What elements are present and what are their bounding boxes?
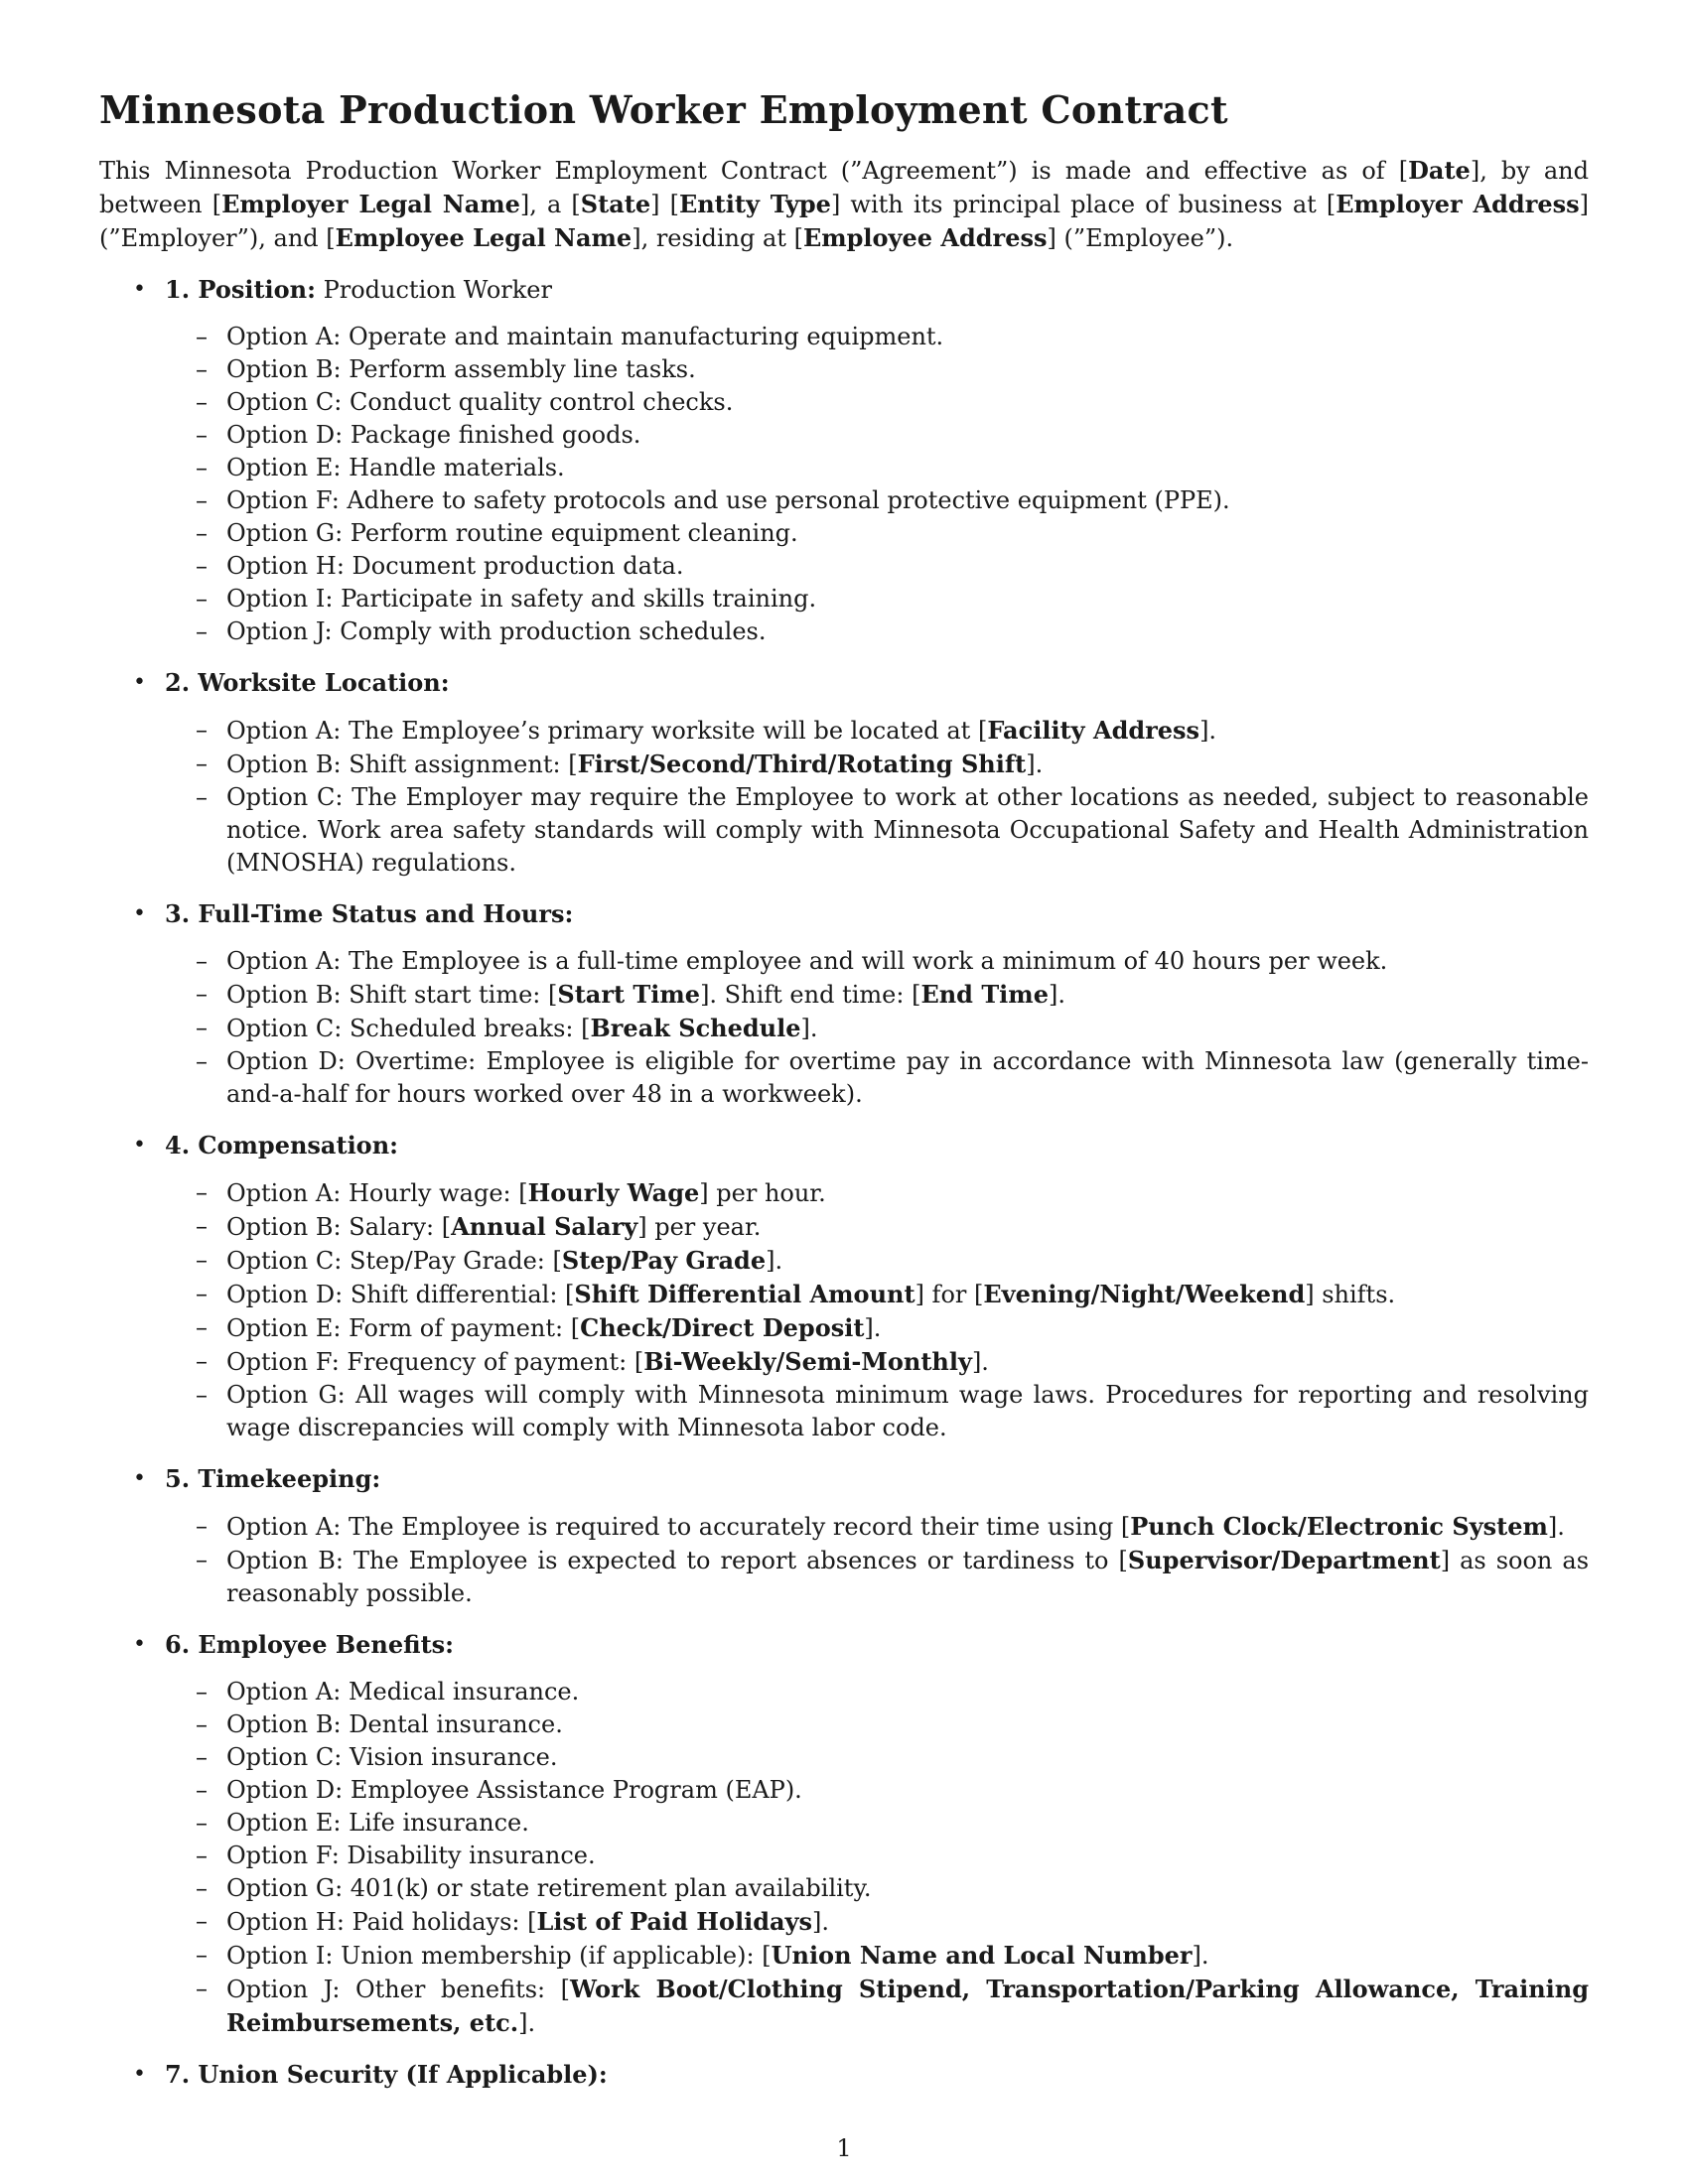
text-run: ] shifts.: [1305, 1281, 1396, 1308]
placeholder-field: Supervisor/Department: [1127, 1546, 1441, 1574]
text-run: ].: [1026, 751, 1044, 778]
text-run: Option B: Shift assignment: [: [226, 751, 578, 778]
text-run: Option B: Perform assembly line tasks.: [226, 355, 696, 383]
intro-paragraph: [99, 154, 1589, 255]
option-item: [165, 583, 1589, 615]
text-run: Option D: Employee Assistance Program (EAP).: [226, 1776, 802, 1804]
option-list: [165, 1676, 1589, 2040]
section-list: [99, 273, 1589, 2092]
text-run: Option B: Shift start time: [: [226, 981, 558, 1009]
placeholder-field: Union Name and Local Number: [771, 1941, 1193, 1970]
text-run: Option I: Participate in safety and skills training.: [226, 585, 817, 613]
text-run: Option J: Comply with production schedules.: [226, 617, 767, 645]
placeholder-field: List of Paid Holidays: [536, 1907, 813, 1936]
text-run: Option A: Hourly wage: [: [226, 1179, 528, 1207]
option-item: [165, 1544, 1589, 1610]
placeholder-field: Check/Direct Deposit: [580, 1313, 865, 1342]
section-heading: 2. Worksite Location:: [165, 668, 450, 697]
option-item: [165, 1741, 1589, 1774]
option-item: [165, 714, 1589, 748]
section-heading: 3. Full-Time Status and Hours:: [165, 899, 574, 928]
option-item: [165, 1244, 1589, 1278]
placeholder-field: Work Boot/Clothing Stipend, Transportation/Parking Allowance, Training Reimbursements, etc.: [226, 1975, 1589, 2037]
option-item: [165, 386, 1589, 419]
placeholder-field: Step/Pay Grade: [561, 1246, 767, 1275]
option-item: [165, 1774, 1589, 1807]
option-item: [165, 1012, 1589, 1045]
page-number: 1: [836, 2134, 852, 2162]
text-run: Option A: The Employee is required to accurately record their time using [: [226, 1513, 1131, 1541]
document-title: Minnesota Production Worker Employment Contract: [99, 87, 1228, 132]
section-heading: 6. Employee Benefits:: [165, 1630, 455, 1659]
option-list: [165, 321, 1589, 648]
placeholder-field: Evening/Night/Weekend: [983, 1280, 1306, 1308]
contract-section: [99, 2058, 1589, 2092]
placeholder-field: State: [580, 190, 651, 218]
option-item: [165, 1045, 1589, 1111]
option-item: [165, 1379, 1589, 1444]
option-item: [165, 1872, 1589, 1905]
option-item: [165, 1176, 1589, 1210]
option-item: [165, 945, 1589, 978]
section-value: Production Worker: [315, 276, 552, 304]
option-item: [165, 419, 1589, 452]
text-run: Option F: Frequency of payment: [: [226, 1348, 644, 1376]
text-run: ]. Shift end time: [: [700, 981, 921, 1009]
text-run: Option C: Conduct quality control checks.: [226, 388, 734, 416]
option-list: [165, 1176, 1589, 1444]
text-run: ] per year.: [637, 1213, 762, 1241]
option-item: [165, 353, 1589, 386]
text-run: Option J: Other benefits: [: [226, 1976, 570, 2003]
placeholder-field: First/Second/Third/Rotating Shift: [577, 750, 1027, 778]
option-item: [165, 1510, 1589, 1544]
option-list: [165, 1510, 1589, 1610]
text-run: ] (”Employer”), and [: [99, 191, 1590, 252]
option-item: [165, 1905, 1589, 1939]
placeholder-field: Date: [1408, 156, 1471, 185]
section-heading: 1. Position:: [165, 275, 316, 304]
contract-section: [99, 1462, 1589, 1610]
placeholder-field: Shift Differential Amount: [574, 1280, 915, 1308]
text-run: Option G: Perform routine equipment cleaning.: [226, 519, 798, 547]
placeholder-field: End Time: [920, 980, 1049, 1009]
text-run: Option D: Package finished goods.: [226, 421, 641, 449]
text-run: Option F: Adhere to safety protocols and use personal protective equipment (PPE).: [226, 486, 1230, 514]
option-item: [165, 1345, 1589, 1379]
option-item: [165, 321, 1589, 353]
text-run: Option C: Step/Pay Grade: [: [226, 1247, 562, 1275]
placeholder-field: Employee Legal Name: [335, 223, 633, 252]
option-item: [165, 1708, 1589, 1741]
placeholder-field: Employer Address: [1336, 190, 1580, 218]
text-run: Option E: Handle materials.: [226, 454, 565, 481]
section-heading: 4. Compensation:: [165, 1131, 398, 1160]
text-run: Option H: Document production data.: [226, 552, 684, 580]
text-run: Option E: Life insurance.: [226, 1809, 529, 1837]
option-list: [165, 945, 1589, 1111]
option-item: [165, 517, 1589, 550]
contract-section: [99, 897, 1589, 1111]
text-run: Option A: Medical insurance.: [226, 1678, 580, 1706]
option-item: [165, 1278, 1589, 1311]
section-heading: 7. Union Security (If Applicable):: [165, 2060, 608, 2089]
text-run: ].: [1048, 981, 1065, 1009]
option-item: [165, 615, 1589, 648]
text-run: Option B: Salary: [: [226, 1213, 452, 1241]
option-item: [165, 550, 1589, 583]
text-run: ], a [: [519, 191, 581, 218]
text-run: ], by and between [: [99, 157, 1589, 218]
text-run: ] as soon as reasonably possible.: [226, 1547, 1590, 1607]
text-run: ].: [1199, 717, 1217, 745]
text-run: Option A: The Employee is a full-time employee and will work a minimum of 40 hours per week.: [226, 947, 1388, 975]
section-heading: 5. Timekeeping:: [165, 1464, 381, 1493]
option-item: [165, 1311, 1589, 1345]
contract-section: [99, 1628, 1589, 2040]
placeholder-field: Hourly Wage: [527, 1178, 700, 1207]
text-run: Option A: Operate and maintain manufacturing equipment.: [226, 323, 944, 350]
text-run: Option G: 401(k) or state retirement plan availability.: [226, 1874, 872, 1902]
document-page: [99, 87, 1589, 2110]
option-item: [165, 1939, 1589, 1973]
text-run: ] [: [650, 191, 679, 218]
text-run: Option G: All wages will comply with Minnesota minimum wage laws. Procedures for reporting and resolving wage discrepancies will comply with Minnesota labor code.: [226, 1381, 1589, 1441]
text-run: Option I: Union membership (if applicable): [: [226, 1942, 772, 1970]
text-run: ] for [: [914, 1281, 984, 1308]
placeholder-field: Employee Address: [802, 223, 1048, 252]
text-run: ].: [518, 2009, 536, 2037]
option-item: [165, 1973, 1589, 2040]
placeholder-field: Facility Address: [987, 716, 1200, 745]
placeholder-field: Bi-Weekly/Semi-Monthly: [643, 1347, 972, 1376]
option-item: [165, 484, 1589, 517]
placeholder-field: Employer Legal Name: [221, 190, 520, 218]
text-run: ].: [864, 1314, 882, 1342]
text-run: Option H: Paid holidays: [: [226, 1908, 537, 1936]
text-run: Option B: Dental insurance.: [226, 1710, 563, 1738]
option-item: [165, 781, 1589, 880]
text-run: Option C: Vision insurance.: [226, 1743, 558, 1771]
option-item: [165, 1840, 1589, 1872]
option-item: [165, 452, 1589, 484]
contract-section: [99, 273, 1589, 648]
text-run: ].: [1192, 1942, 1209, 1970]
text-run: This Minnesota Production Worker Employment Contract (”Agreement”) is made and effective as of [: [99, 157, 1409, 185]
placeholder-field: Annual Salary: [451, 1212, 638, 1241]
text-run: Option F: Disability insurance.: [226, 1842, 596, 1869]
text-run: Option D: Overtime: Employee is eligible for overtime pay in accordance with Minnesota law (generally time-and-a-half for hours worked over 48 in a workweek).: [226, 1047, 1589, 1108]
placeholder-field: Entity Type: [678, 190, 831, 218]
text-run: Option D: Shift differential: [: [226, 1281, 575, 1308]
option-item: [165, 978, 1589, 1012]
contract-section: [99, 1129, 1589, 1444]
text-run: ] per hour.: [699, 1179, 826, 1207]
text-run: Option C: The Employer may require the Employee to work at other locations as needed, subject to reasonable notice. Work area safety standards will comply with Minnesota Occupational Safety and Health Administration (MNOSHA) regulations.: [226, 783, 1589, 877]
placeholder-field: Punch Clock/Electronic System: [1130, 1512, 1548, 1541]
text-run: Option E: Form of payment: [: [226, 1314, 581, 1342]
text-run: ], residing at [: [632, 224, 803, 252]
text-run: ] with its principal place of business at [: [830, 191, 1336, 218]
text-run: ] (”Employee”).: [1047, 224, 1234, 252]
text-run: ].: [971, 1348, 989, 1376]
option-item: [165, 1807, 1589, 1840]
text-run: ].: [766, 1247, 783, 1275]
option-list: [165, 714, 1589, 880]
text-run: ].: [1547, 1513, 1565, 1541]
text-run: Option A: The Employee’s primary worksite will be located at [: [226, 717, 988, 745]
option-item: [165, 1676, 1589, 1708]
text-run: ].: [812, 1908, 830, 1936]
text-run: Option B: The Employee is expected to report absences or tardiness to [: [226, 1547, 1128, 1574]
option-item: [165, 1210, 1589, 1244]
placeholder-field: Break Schedule: [590, 1014, 801, 1042]
contract-section: [99, 666, 1589, 880]
text-run: Option C: Scheduled breaks: [: [226, 1015, 591, 1042]
text-run: ].: [800, 1015, 818, 1042]
placeholder-field: Start Time: [557, 980, 701, 1009]
option-item: [165, 748, 1589, 781]
